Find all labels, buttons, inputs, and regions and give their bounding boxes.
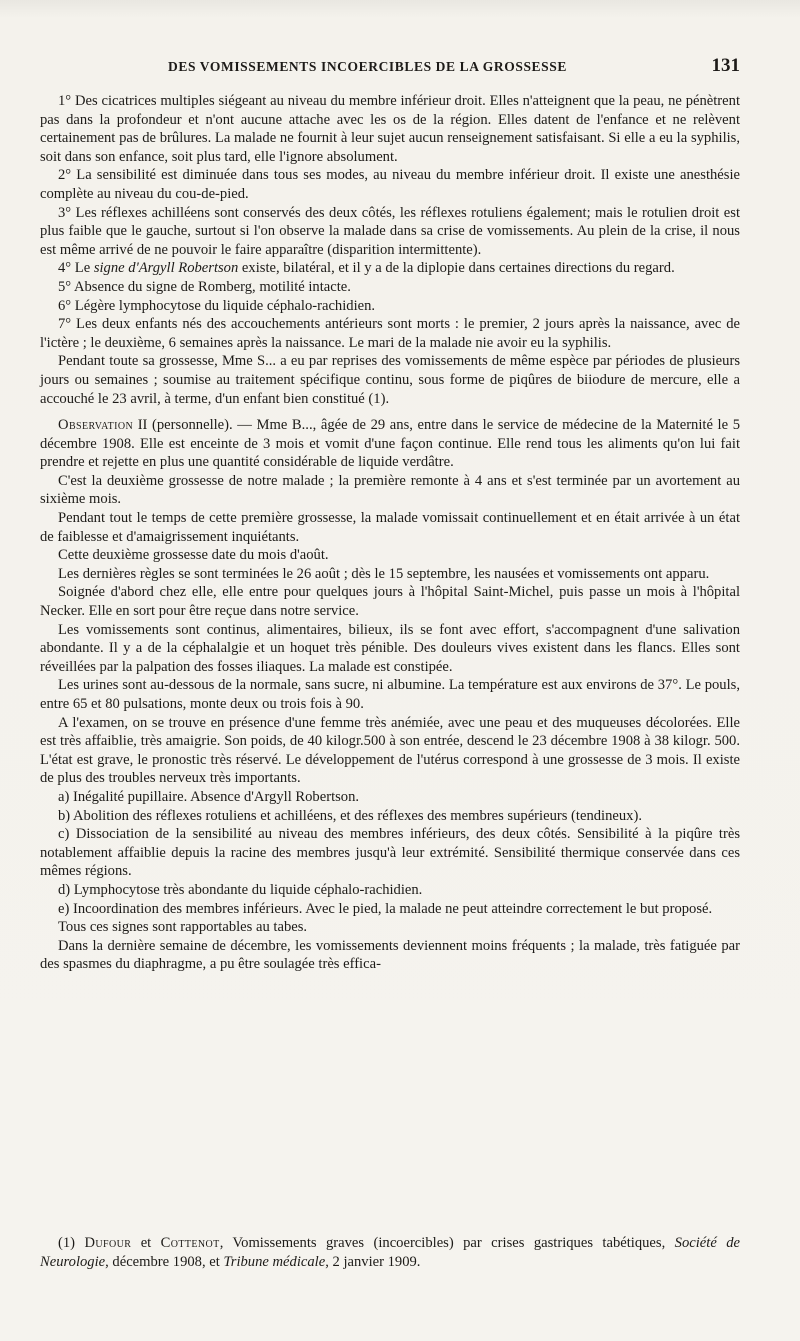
body-text bbox=[40, 92, 740, 974]
paragraph: C'est la deuxième grossesse de notre malade ; la première remonte à 4 ans et s'est terminée par un avortement au sixième mois. bbox=[40, 472, 740, 508]
paragraph: a) Inégalité pupillaire. Absence d'Argyll Robertson. bbox=[58, 788, 360, 805]
footnote-text bbox=[40, 1234, 740, 1272]
running-title: DES VOMISSEMENTS INCOERCIBLES DE LA GROSSESSE bbox=[168, 59, 567, 74]
footnote-marker: (1) bbox=[58, 1235, 85, 1251]
italic-term: signe d'Argyll Robertson bbox=[93, 260, 239, 277]
paragraph-text: 4° Le bbox=[58, 260, 94, 277]
paragraph: 5° Absence du signe de Romberg, motilité intacte. bbox=[58, 278, 351, 295]
paragraph-text: existe, bilatéral, et il y a de la diplopie dans certaines directions du regard. bbox=[238, 260, 675, 277]
page-number: 131 bbox=[711, 55, 740, 76]
paragraph: Cette deuxième grossesse date du mois d'août. bbox=[58, 547, 329, 564]
paragraph bbox=[40, 259, 740, 278]
observation-heading-paragraph bbox=[40, 416, 740, 472]
paragraph: Pendant tout le temps de cette première grossesse, la malade vomissait continuellement et en était arrivée à un état de faiblesse et d'amaigrissement inquiétants. bbox=[40, 510, 740, 545]
footnote-text-part: , décembre 1908, et bbox=[105, 1254, 224, 1270]
paragraph: Les urines sont au-dessous de la normale, sans sucre, ni albumine. La température est aux environs de 37°. Le pouls, entre 65 et 80 pulsations, monte deux ou trois fois à 90. bbox=[40, 677, 740, 712]
paragraph-text: II (personnelle). — Mme B..., âgée de 29 ans, entre dans le service de médecine de la Maternité le 5 décembre 1908. Elle est enceinte de 3 mois et vomit d'une façon continue. Elle rend tous les aliments qu'on lui fait prendre et rejette en plus une quantité considérable de liquide verdâtre. bbox=[40, 417, 740, 471]
footnote-text-part: et bbox=[131, 1235, 161, 1251]
page-header bbox=[40, 55, 740, 79]
footnote bbox=[40, 1234, 740, 1272]
observation-label: Observation bbox=[58, 417, 134, 434]
paragraph: 2° La sensibilité est diminuée dans tous ses modes, au niveau du membre inférieur droit. Il existe une anesthésie complète au niveau du cou-de-pied. bbox=[40, 167, 740, 202]
paragraph: e) Incoordination des membres inférieurs. Avec le pied, la malade ne peut atteindre correctement le but proposé. bbox=[58, 900, 713, 917]
paragraph: d) Lymphocytose très abondante du liquide céphalo-rachidien. bbox=[58, 881, 423, 898]
paragraph: Les dernières règles se sont terminées le 26 août ; dès le 15 septembre, les nausées et vomissements ont apparu. bbox=[58, 565, 710, 582]
paragraph: Tous ces signes sont rapportables au tabes. bbox=[58, 919, 308, 936]
paragraph: 6° Légère lymphocytose du liquide céphalo-rachidien. bbox=[58, 297, 376, 314]
paragraph: 1° Des cicatrices multiples siégeant au niveau du membre inférieur droit. Elles n'atteignent que la peau, ne pénètrent pas dans la profondeur et n'ont aucune attache avec les os de la région. Elles datent de l'enfance et ne relèvent certainement pas de brûlures. La malade ne fournit à leur sujet aucun renseignement satisfaisant. Si elle a eu la syphilis, soit dans son enfance, soit plus tard, elle l'ignore absolument. bbox=[40, 93, 740, 165]
footnote-journal: Société de Neurologie bbox=[40, 1235, 740, 1270]
footnote-text-part: , Vomissements graves (incoercibles) par crises gastriques tabétiques, bbox=[219, 1235, 675, 1251]
paragraph: Dans la dernière semaine de décembre, les vomissements deviennent moins fréquents ; la malade, très fatiguée par des spasmes du diaphragme, a pu être soulagée très effica- bbox=[40, 937, 740, 973]
footnote-author: Dufour bbox=[84, 1235, 132, 1251]
paragraph: Soignée d'abord chez elle, elle entre pour quelques jours à l'hôpital Saint-Michel, puis passe un mois à l'hôpital Necker. Elle en sort pour être reçue dans notre service. bbox=[40, 584, 740, 620]
footnote-journal: Tribune médicale bbox=[223, 1254, 326, 1270]
paragraph: 7° Les deux enfants nés des accouchements antérieurs sont morts : le premier, 2 jours après la naissance, avec de l'ictère ; le deuxième, 6 semaines après la naissance. Le mari de la malade nie avoir eu la syphilis. bbox=[40, 316, 740, 351]
footnote-text-part: , 2 janvier 1909. bbox=[325, 1254, 421, 1270]
paragraph: 3° Les réflexes achilléens sont conservés des deux côtés, les réflexes rotuliens également; mais le rotulien droit est plus faible que le gauche, surtout si l'on observe la malade dans sa crise de vomissements. Au plein de la crise, il nous est même arrivé de ne pouvoir le faire apparaître (disparition intermittente). bbox=[40, 204, 740, 258]
footnote-author: Cottenot bbox=[160, 1235, 220, 1251]
paragraph: Pendant toute sa grossesse, Mme S... a eu par reprises des vomissements de même espèce par périodes de plusieurs jours ou semaines ; soumise au traitement spécifique continu, sous forme de piqûres de biiodure de mercure, elle a accouché le 23 avril, à terme, d'un enfant bien constitué (1). bbox=[40, 353, 740, 407]
paragraph: c) Dissociation de la sensibilité au niveau des membres inférieurs, des deux côtés. Sensibilité à la piqûre très notablement affaiblie depuis la racine des membres jusqu'à leur extrémité. Sensibilité thermique conservée dans ces mêmes régions. bbox=[40, 826, 740, 880]
paragraph: Les vomissements sont continus, alimentaires, bilieux, ils se font avec effort, s'accompagnent d'une salivation abondante. Il y a de la céphalalgie et un hoquet très pénible. Des douleurs vives existent dans les flancs. Elles sont réveillées par la palpation des fosses iliaques. La malade est constipée. bbox=[40, 621, 740, 675]
paragraph: b) Abolition des réflexes rotuliens et achilléens, et des réflexes des membres supérieurs (tendineux). bbox=[58, 807, 642, 824]
paragraph: A l'examen, on se trouve en présence d'une femme très anémiée, avec une peau et des muqueuses décolorées. Elle est très affaiblie, très amaigrie. Son poids, de 40 kilogr.500 à son entrée, descend le 23 décembre 1908 à 38 kilogr. 500. L'état est grave, le pronostic très réservé. Le développement de l'utérus correspond à une grossesse de 3 mois. Il existe de plus des troubles nerveux très importants. bbox=[40, 714, 740, 787]
